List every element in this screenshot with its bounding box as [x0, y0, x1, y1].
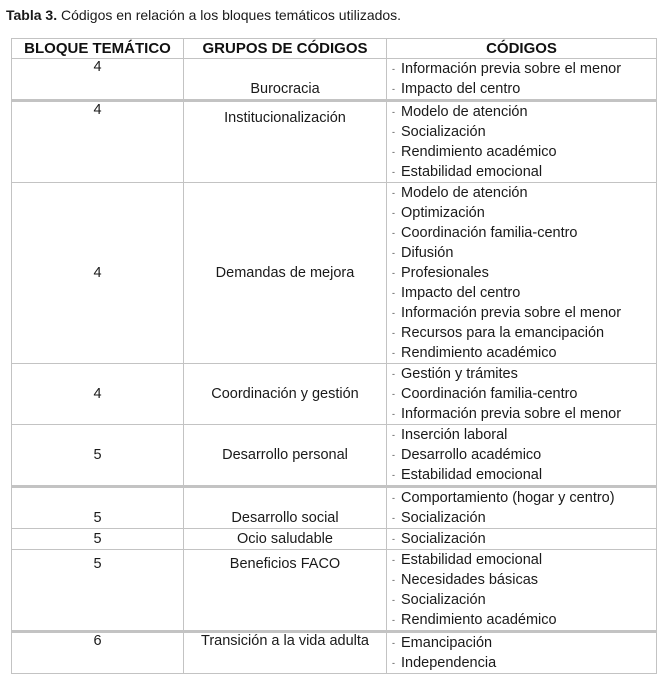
code-item: - Coordinación familia-centro — [401, 384, 656, 404]
code-item: - Información previa sobre el menor — [401, 59, 656, 79]
bloque-cell: 4 — [12, 183, 184, 364]
table-row — [12, 101, 657, 183]
grupo-cell: Ocio saludable — [184, 529, 387, 550]
table-row — [12, 364, 657, 425]
codigos-cell — [387, 529, 657, 550]
code-list — [401, 364, 656, 424]
codigos-cell — [387, 183, 657, 364]
code-item: - Emancipación — [401, 633, 656, 653]
code-item: - Socialización — [401, 590, 656, 610]
code-item: - Recursos para la emancipación — [401, 323, 656, 343]
grupo-cell: Demandas de mejora — [184, 183, 387, 364]
grupo-cell: Burocracia — [184, 59, 387, 101]
table-row — [12, 487, 657, 529]
code-list — [401, 633, 656, 673]
code-item: - Impacto del centro — [401, 283, 656, 303]
table-caption-label: Tabla 3. — [6, 7, 58, 23]
header-bloque-tematico: BLOQUE TEMÁTICO — [12, 39, 184, 59]
grupo-cell: Institucionalización — [184, 101, 387, 183]
bloque-cell: 5 — [12, 487, 184, 529]
code-item: - Inserción laboral — [401, 425, 656, 445]
grupo-cell: Desarrollo personal — [184, 425, 387, 487]
table-row — [12, 632, 657, 674]
table-row — [12, 550, 657, 632]
codigos-cell — [387, 425, 657, 487]
bloque-cell: 4 — [12, 59, 184, 101]
codigos-cell — [387, 101, 657, 183]
code-item: - Comportamiento (hogar y centro) — [401, 488, 656, 508]
codigos-cell — [387, 364, 657, 425]
grupo-cell: Transición a la vida adulta — [184, 632, 387, 674]
table-caption-text: Códigos en relación a los bloques temáticos utilizados. — [57, 7, 402, 23]
grupo-cell: Desarrollo social — [184, 487, 387, 529]
grupo-cell: Coordinación y gestión — [184, 364, 387, 425]
table-row — [12, 425, 657, 487]
code-list — [401, 425, 656, 485]
table-caption — [6, 6, 401, 24]
table-row — [12, 183, 657, 364]
code-item: - Independencia — [401, 653, 656, 673]
bloque-cell: 5 — [12, 550, 184, 632]
grupo-cell: Beneficios FACO — [184, 550, 387, 632]
code-item: - Socialización — [401, 529, 656, 549]
header-row — [12, 39, 657, 59]
code-item: - Modelo de atención — [401, 183, 656, 203]
code-list — [401, 488, 656, 528]
code-item: - Modelo de atención — [401, 102, 656, 122]
code-list — [401, 59, 656, 99]
code-item: - Estabilidad emocional — [401, 465, 656, 485]
codigos-cell — [387, 550, 657, 632]
code-item: - Rendimiento académico — [401, 142, 656, 162]
codigos-cell — [387, 487, 657, 529]
codes-table — [11, 38, 657, 674]
codigos-cell — [387, 632, 657, 674]
code-item: - Necesidades básicas — [401, 570, 656, 590]
code-item: - Difusión — [401, 243, 656, 263]
bloque-cell: 4 — [12, 364, 184, 425]
table-row — [12, 59, 657, 101]
code-item: - Estabilidad emocional — [401, 550, 656, 570]
code-item: - Rendimiento académico — [401, 610, 656, 630]
table-body — [12, 59, 657, 674]
code-list — [401, 550, 656, 630]
code-item: - Profesionales — [401, 263, 656, 283]
code-item: - Optimización — [401, 203, 656, 223]
table-row — [12, 529, 657, 550]
header-codigos: CÓDIGOS — [387, 39, 657, 59]
code-item: - Gestión y trámites — [401, 364, 656, 384]
code-item: - Información previa sobre el menor — [401, 303, 656, 323]
code-item: - Impacto del centro — [401, 79, 656, 99]
code-list — [401, 183, 656, 363]
bloque-cell: 5 — [12, 425, 184, 487]
code-item: - Rendimiento académico — [401, 343, 656, 363]
code-list — [401, 529, 656, 549]
bloque-cell: 5 — [12, 529, 184, 550]
bloque-cell: 4 — [12, 101, 184, 183]
code-item: - Desarrollo académico — [401, 445, 656, 465]
codigos-cell — [387, 59, 657, 101]
code-item: - Estabilidad emocional — [401, 162, 656, 182]
header-grupos-de-codigos: GRUPOS DE CÓDIGOS — [184, 39, 387, 59]
code-item: - Información previa sobre el menor — [401, 404, 656, 424]
code-list — [401, 102, 656, 182]
code-item: - Socialización — [401, 508, 656, 528]
code-item: - Socialización — [401, 122, 656, 142]
code-item: - Coordinación familia-centro — [401, 223, 656, 243]
bloque-cell: 6 — [12, 632, 184, 674]
